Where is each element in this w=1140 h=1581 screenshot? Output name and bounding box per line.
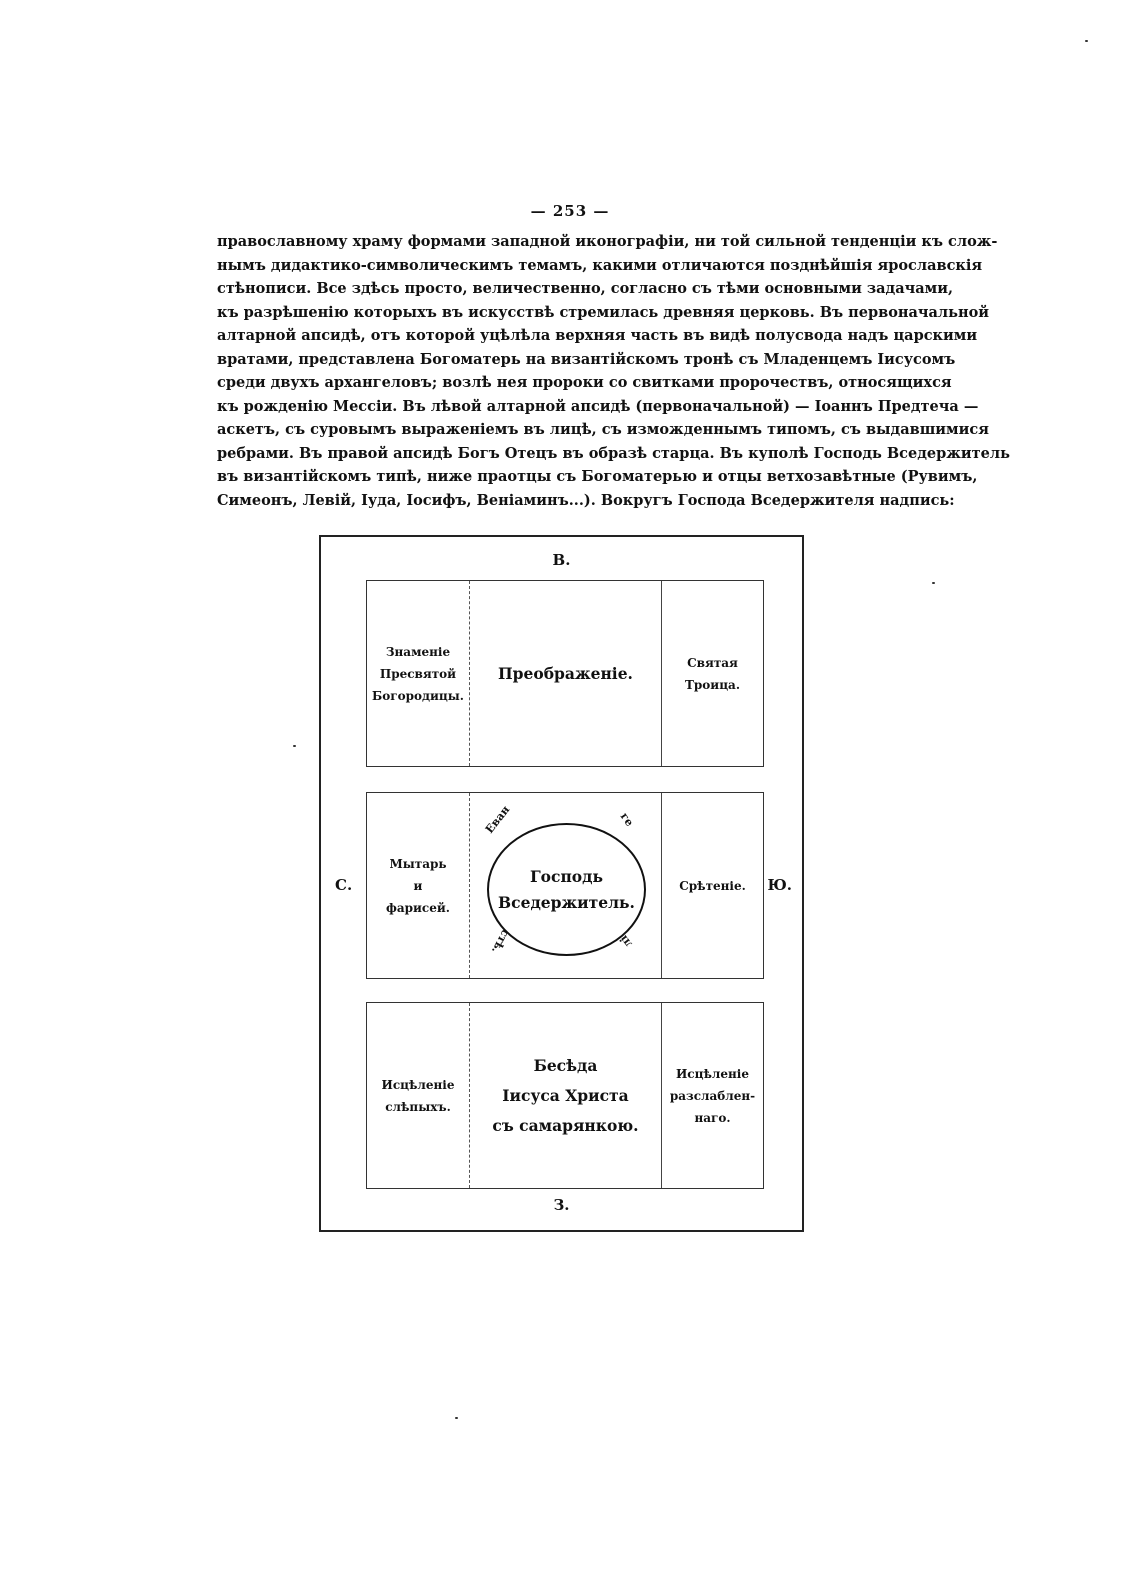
text-line: среди двухъ архангеловъ; возлѣ нея пророки со свитками пророчествъ, относящихся — [217, 374, 952, 391]
cell-line: слѣпыхъ. — [385, 1099, 451, 1114]
page-number: — 253 — — [530, 202, 610, 220]
print-speck — [932, 582, 935, 584]
cell-line: Знаменіе — [385, 644, 451, 659]
text-line: въ византійскомъ типѣ, ниже праотцы съ Богоматерью и отцы ветхозавѣтные (Рувимъ, — [217, 468, 978, 485]
print-speck — [1085, 40, 1088, 42]
plan-row-top — [366, 580, 764, 767]
cell-istselenie-rasslablennago — [662, 1003, 763, 1188]
cell-line: и — [413, 878, 423, 893]
cell-line: Пресвятой — [379, 666, 457, 681]
cell-line: Богородицы. — [372, 688, 464, 703]
cell-line: Господь — [529, 866, 603, 886]
cell-sretenie — [662, 793, 763, 978]
print-speck — [293, 745, 296, 747]
text-line: стѣнописи. Все здѣсь просто, величественно, согласно съ тѣми основными задачами, — [217, 280, 954, 297]
cell-znamenie — [367, 581, 469, 766]
text-line: алтарной апсидѣ, отъ которой уцѣлѣла верхняя часть въ видѣ полусвода надъ царскими — [217, 327, 978, 344]
ring-inscription: ге — [617, 810, 637, 829]
cell-line: Бесѣда — [533, 1055, 598, 1075]
cell-dome — [469, 793, 662, 978]
text-line: православному храму формами западной иконографіи, ни той сильной тенденціи къ слож- — [217, 233, 998, 250]
print-speck — [455, 1417, 458, 1419]
cell-beseda — [469, 1003, 662, 1188]
paragraph — [217, 230, 1010, 512]
cell-line: Вседержитель. — [498, 892, 635, 912]
plan-row-bottom — [366, 1002, 764, 1189]
church-plan-diagram — [319, 535, 804, 1232]
direction-west-label: З. — [553, 1196, 570, 1214]
cell-line: съ самарянкою. — [492, 1115, 639, 1135]
cell-mytar — [367, 793, 469, 978]
plan-row-middle — [366, 792, 764, 979]
text-line: вратами, представлена Богоматерь на византійскомъ тронѣ съ Младенцемъ Іисусомъ — [217, 350, 956, 368]
ring-inscription: Еван — [482, 803, 513, 836]
direction-north-label: С. — [335, 876, 353, 894]
ring-inscription: стѣ. — [488, 927, 513, 956]
cell-preobrazhenie — [469, 581, 662, 766]
cell-line: наго. — [694, 1110, 731, 1125]
cell-line: Троица. — [684, 677, 741, 692]
text-line: къ разрѣшенію которыхъ въ искусствѣ стремилась древняя церковь. Въ первоначальной — [217, 303, 989, 321]
cell-line: Святая — [687, 655, 738, 670]
direction-east-label: В. — [552, 551, 571, 569]
text-line: Симеонъ, Левій, Іуда, Іосифъ, Веніаминъ...). Вокругъ Господа Вседержителя надпись: — [217, 491, 955, 509]
cell-istselenie-slepykh — [367, 1003, 469, 1188]
cell-line: Исцѣленіе — [675, 1066, 749, 1081]
cell-line: Срѣтеніе. — [679, 878, 746, 893]
text-line: къ рожденію Мессіи. Въ лѣвой алтарной апсидѣ (первоначальной) — Іоаннъ Предтеча — — [217, 397, 979, 415]
cell-line: Исцѣленіе — [381, 1077, 455, 1092]
text-line: ребрами. Въ правой апсидѣ Богъ Отецъ въ образѣ старца. Въ куполѣ Господь Вседержитель — [217, 444, 1010, 462]
cell-line: фарисей. — [386, 900, 450, 915]
ring-inscription: лі — [617, 932, 635, 951]
cell-line: Мытарь — [389, 856, 447, 871]
cell-line: разслаблен- — [669, 1088, 756, 1103]
text-line: аскетъ, съ суровымъ выраженіемъ въ лицѣ, съ изможденнымъ типомъ, съ выдавшимися — [217, 421, 989, 438]
cell-line: Преображеніе. — [498, 663, 633, 683]
text-line: нымъ дидактико-символическимъ темамъ, какими отличаются позднѣйшія ярославскія — [217, 256, 983, 274]
cell-troitsa — [662, 581, 763, 766]
cell-line: Іисуса Христа — [502, 1085, 629, 1105]
direction-south-label: Ю. — [767, 876, 792, 894]
